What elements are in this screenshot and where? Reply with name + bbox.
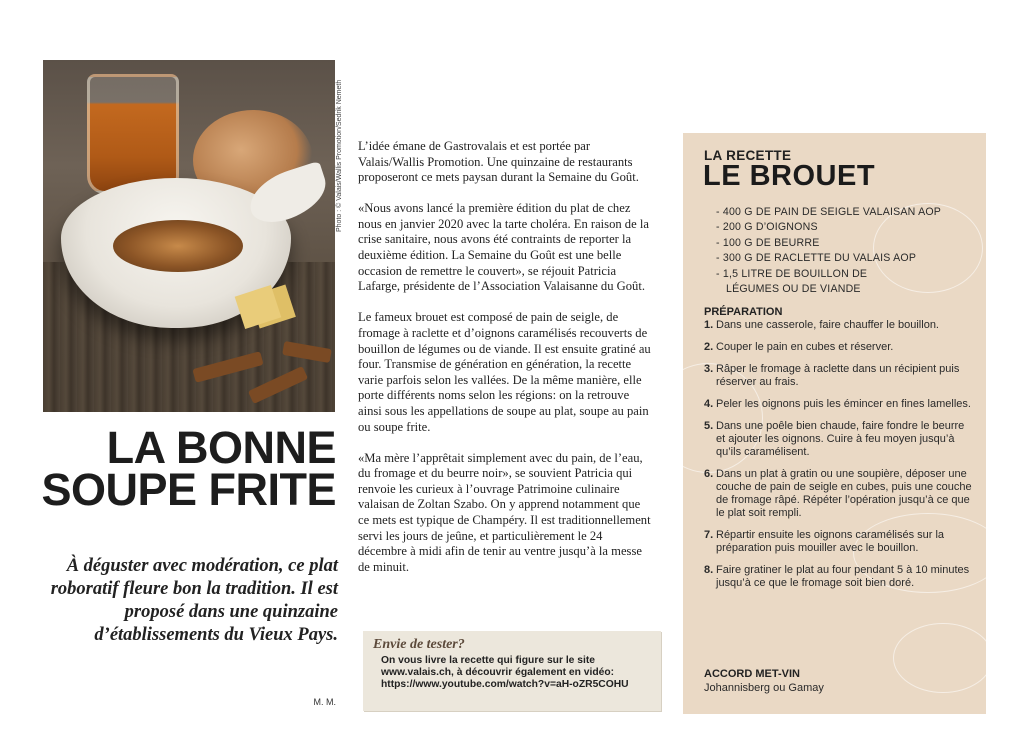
decorative-pan-sketch [893,623,986,693]
article-paragraph: «Ma mère l’apprêtait simplement avec du pain, de l’eau, du fromage et du beurre noir», se souvient Patricia qui renvoie les curieux à l’ouvrage Patrimoine culinaire valaisan de Zoltan Szabo. On y apprend notamment que ce mets est typique de Champéry. Il est traditionnellement servi les jours de jeûne, et particulièrement le 24 décembre à midi afin de tenir au ventre jusqu’à la messe de minuit. [358,450,651,574]
ingredient-item: - 1,5 LITRE DE BOUILLON DE LÉGUMES OU DE VIANDE [716,267,868,296]
lede: À déguster avec modération, ce plat roboratif fleure bon la tradition. Il est proposé dans une quinzaine d’établissements du Vieux Pays. [50,556,338,645]
preparation-steps [704,319,974,599]
ingredient-item: - 300 G DE RACLETTE DU VALAIS AOP [716,252,917,265]
article-paragraph: «Nous avons lancé la première édition du plat de chez nous en janvier 2020 avec la tarte choléra. En raison de la crise sanitaire, nous avons été contraints de reporter la deuxième édition. La Semaine du Goût est une belle occasion de remettre le couvert», se réjouit Patricia Lafarge, présidente de l’Association Valaisanne du Goût. [358,201,649,294]
article-paragraph: Le fameux brouet est composé de pain de seigle, de fromage à raclette et d’oignons caramélisés recouverts de bouillon de légumes ou de viande. Il est ensuite gratiné au four. Transmise de génération en génération, la recette varie parfois selon les vallées. De la même manière, elle porte différents noms selon les régions: on la retrouve ainsi sous les appellations de soupe au plat, soupe au pain ou soupe frite. [358,310,651,434]
step-item: 1. Dans une casserole, faire chauffer le bouillon. [704,319,939,331]
headline-line-2: SOUPE FRITE [41,464,336,515]
wine-pairing-text: Johannisberg ou Gamay [704,682,824,694]
wine-pairing-title: ACCORD MET-VIN [704,668,800,680]
tester-title: Envie de tester? [373,637,465,652]
photo-credit: Photo : © Valais/Wallis Promotion/Sedrik Nemeth [336,79,343,232]
soup-photo [43,60,335,412]
step-item: 7. Répartir ensuite les oignons caramélisés sur la préparation puis mouiller avec le bouillon. [704,529,945,554]
step-item: 8. Faire gratiner le plat au four pendant 5 à 10 minutes jusqu’à ce que le fromage soit bien doré. [704,564,970,589]
headline [40,422,336,515]
headline-line-1: LA BONNE [106,422,336,473]
step-item: 5. Dans une poêle bien chaude, faire fondre le beurre et ajouter les oignons. Cuire à feu moyen jusqu’à qu’ils caramélisent. [704,420,965,458]
preparation-title: PRÉPARATION [704,306,783,318]
step-item: 2. Couper le pain en cubes et réserver. [704,341,894,353]
recipe-panel [683,133,986,714]
ingredients-list [716,205,941,297]
step-item: 3. Râper le fromage à raclette dans un récipient puis réserver au frais. [704,363,960,388]
tester-text: On vous livre la recette qui figure sur le site www.valais.ch, à découvrir également en vidéo: https://www.youtube.com/watch?v=aH-oZR5COHU [381,655,629,690]
ingredient-item: - 200 G D’OIGNONS [716,221,818,234]
recipe-title: LE BROUET [703,160,876,192]
recipe-kicker: LA RECETTE [704,148,792,163]
tester-box [363,631,661,711]
broth-glass [87,74,179,194]
step-item: 6. Dans un plat à gratin ou une soupière, déposer une couche de pain de seigle en cubes, puis une couche de fromage râpé. Répéter l’opération jusqu’à ce que le plat soit rempli. [704,468,972,519]
article-body [358,139,654,591]
ingredient-item: - 400 G DE PAIN DE SEIGLE VALAISAN AOP [716,206,942,218]
ingredient-item: - 100 G DE BEURRE [716,236,820,249]
fried-soup [113,220,243,272]
step-item: 4. Peler les oignons puis les émincer en fines lamelles. [704,398,971,410]
author-initials: M. M. [313,697,336,707]
article-paragraph: L’idée émane de Gastrovalais et est portée par Valais/Wallis Promotion. Une quinzaine de restaurants proposeront ce mets paysan durant la Semaine du Goût. [358,139,639,185]
